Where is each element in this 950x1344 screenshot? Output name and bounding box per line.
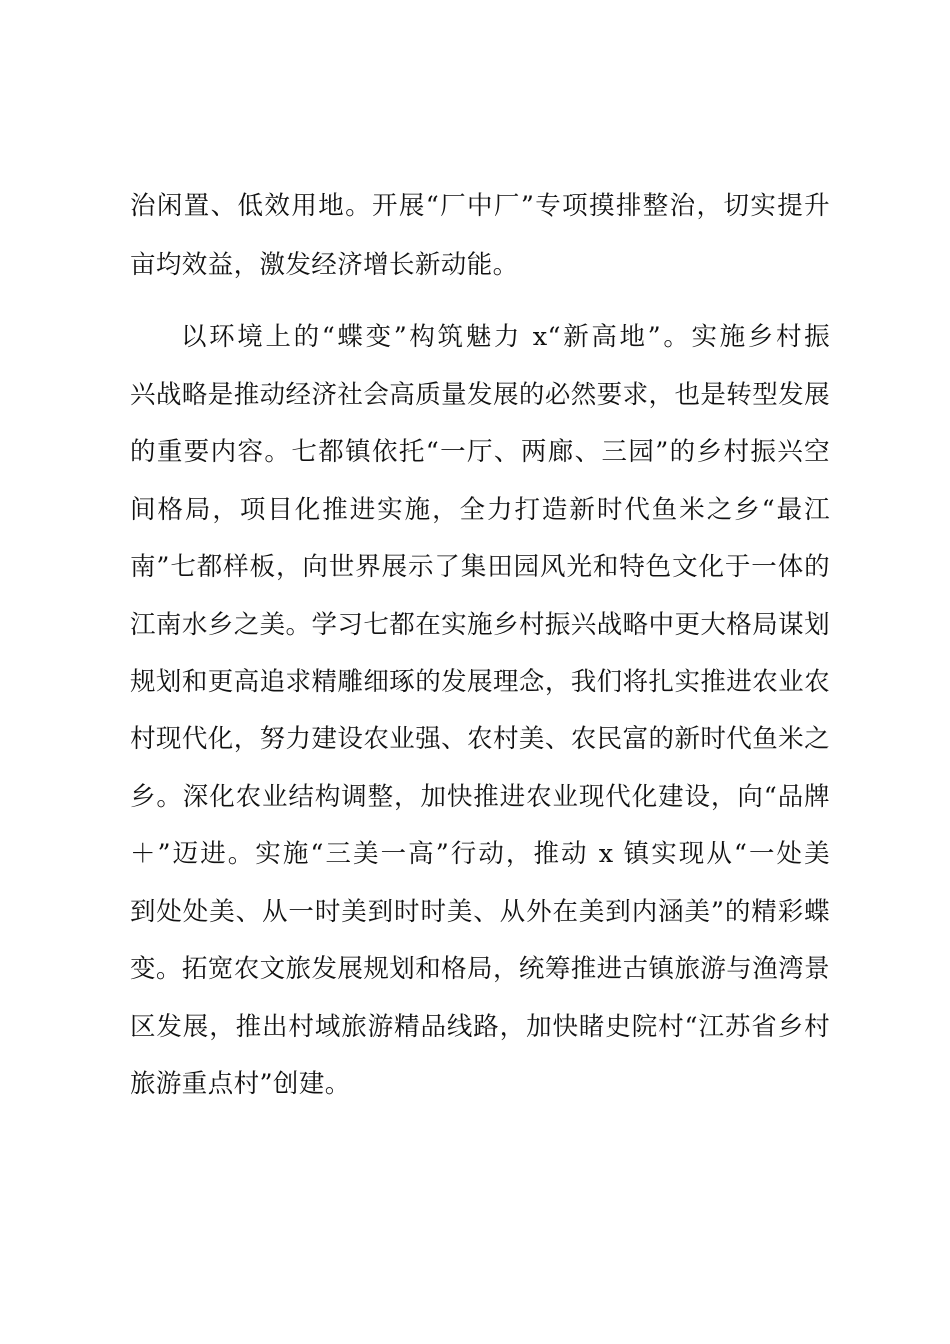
paragraph-2-line-1: 以环境上的“蝶变”构筑魅力 x“新高地”。实施乡村振: [181, 322, 830, 352]
paragraph-2-line-3: 的重要内容。七都镇依托“一厅、两廊、三园”的乡村振兴空: [130, 437, 830, 467]
paragraph-2-line-5: 南”七都样板，向世界展示了集田园风光和特色文化于一体的: [130, 552, 830, 582]
paragraph-2-line-8: 村现代化，努力建设农业强、农村美、农民富的新时代鱼米之: [130, 724, 830, 754]
paragraph-2-line-6: 江南水乡之美。学习七都在实施乡村振兴战略中更大格局谋划: [130, 610, 830, 640]
paragraph-2-line-14: 旅游重点村”创建。: [130, 1069, 351, 1099]
paragraph-2-line-4: 间格局，项目化推进实施，全力打造新时代鱼米之乡“最江: [130, 495, 830, 525]
paragraph-1-line-2: 亩均效益，激发经济增长新动能。: [130, 250, 519, 280]
paragraph-2-line-9: 乡。深化农业结构调整，加快推进农业现代化建设，向“品牌: [130, 782, 830, 812]
paragraph-2-line-10: ＋”迈进。实施“三美一高”行动，推动 x 镇实现从“一处美: [130, 839, 830, 869]
paragraph-2-line-2: 兴战略是推动经济社会高质量发展的必然要求，也是转型发展: [130, 380, 830, 410]
paragraph-2-line-13: 区发展，推出村域旅游精品线路，加快睹史院村“江苏省乡村: [130, 1012, 830, 1042]
paragraph-2-line-7: 规划和更高追求精雕细琢的发展理念，我们将扎实推进农业农: [130, 667, 830, 697]
paragraph-1-line-1: 治闲置、低效用地。开展“厂中厂”专项摸排整治，切实提升: [130, 191, 830, 221]
paragraph-2-line-11: 到处处美、从一时美到时时美、从外在美到内涵美”的精彩蝶: [130, 897, 830, 927]
paragraph-2-line-12: 变。拓宽农文旅发展规划和格局，统筹推进古镇旅游与渔湾景: [130, 954, 830, 984]
